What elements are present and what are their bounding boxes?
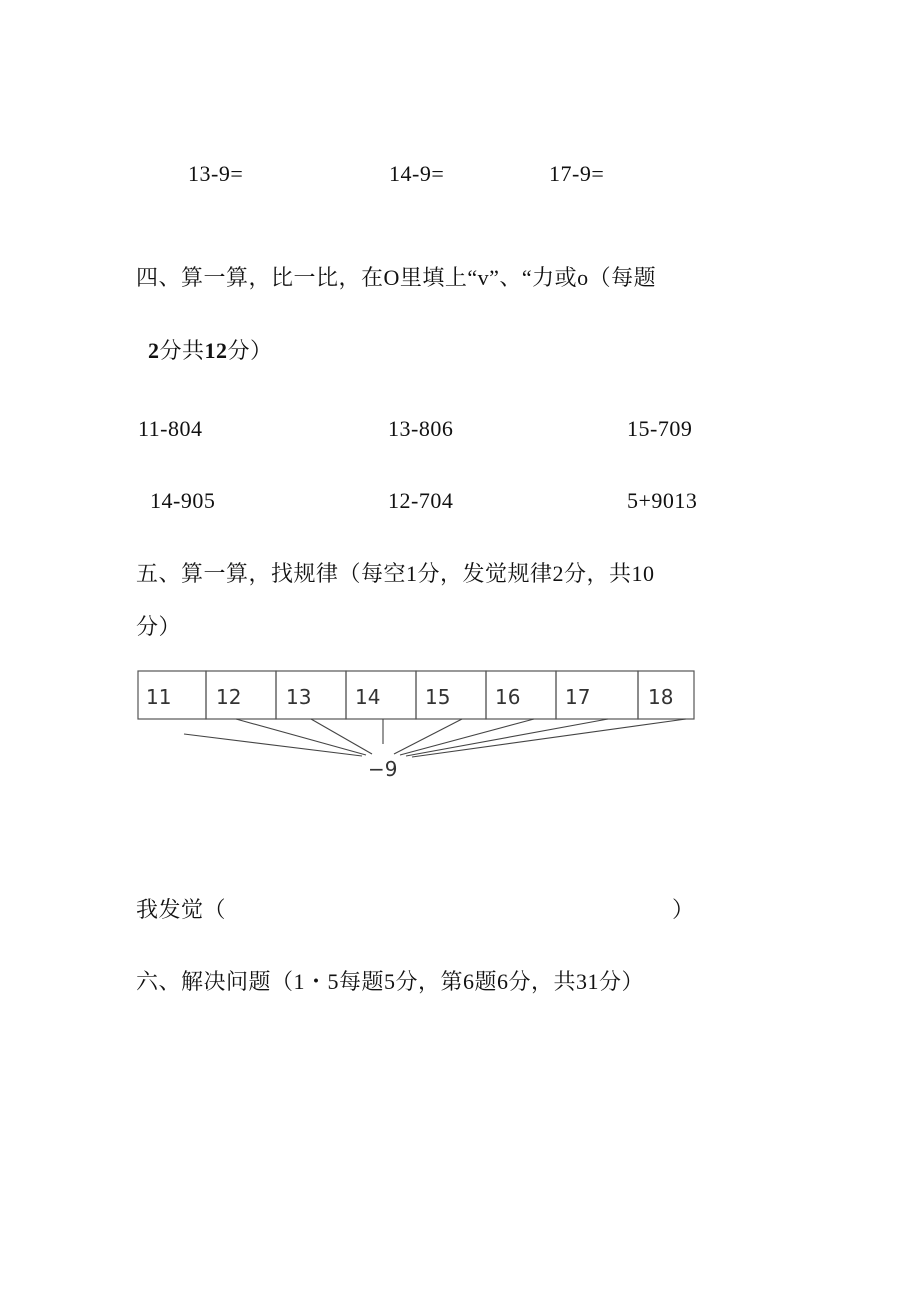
section4-heading-points xyxy=(148,338,273,364)
points-text: 分共 xyxy=(159,338,205,363)
discover-close-paren: ） xyxy=(672,897,695,922)
section4-heading: 四、算一算，比一比，在O里填上“v”、“力或o（每题 xyxy=(136,265,657,290)
number-box-value: 11 xyxy=(146,685,172,709)
points-value: 2 xyxy=(148,338,160,363)
compare-item: 15-709 xyxy=(627,416,693,441)
number-box-value: 12 xyxy=(216,685,242,709)
expression-17-minus-9: 17-9= xyxy=(549,161,605,186)
compare-item: 12-704 xyxy=(388,488,454,513)
discover-label: 我发觉（ xyxy=(136,897,227,922)
compare-item: 11-804 xyxy=(138,416,203,441)
expression-13-minus-9: 13-9= xyxy=(188,161,244,186)
expression-14-minus-9: 14-9= xyxy=(389,161,445,186)
number-box-value: 17 xyxy=(565,685,591,709)
connector-line xyxy=(394,719,462,754)
connector-line xyxy=(406,719,608,756)
section6-heading: 六、解决问题（1・5每题5分，第6题6分，共31分） xyxy=(136,969,645,994)
connector-line xyxy=(412,719,686,757)
number-box-value: 14 xyxy=(355,685,381,709)
number-box-value: 16 xyxy=(495,685,521,709)
operator-label: −9 xyxy=(368,757,398,781)
total-points-text: 分） xyxy=(227,338,273,363)
number-box-value: 13 xyxy=(286,685,312,709)
total-points-value: 12 xyxy=(204,338,228,363)
number-box-value: 15 xyxy=(425,685,451,709)
number-boxes-diagram xyxy=(136,668,698,788)
connector-line xyxy=(236,719,366,755)
connector-line xyxy=(184,734,362,756)
number-box-value: 18 xyxy=(648,685,674,709)
section5-heading: 五、算一算，找规律（每空1分，发觉规律2分，共10 xyxy=(136,561,655,586)
section5-heading-continued: 分） xyxy=(136,614,182,639)
discover-answer-blank[interactable] xyxy=(240,894,665,924)
compare-item: 13-806 xyxy=(388,416,454,441)
compare-item: 14-905 xyxy=(150,488,216,513)
compare-item: 5+9013 xyxy=(627,488,698,513)
